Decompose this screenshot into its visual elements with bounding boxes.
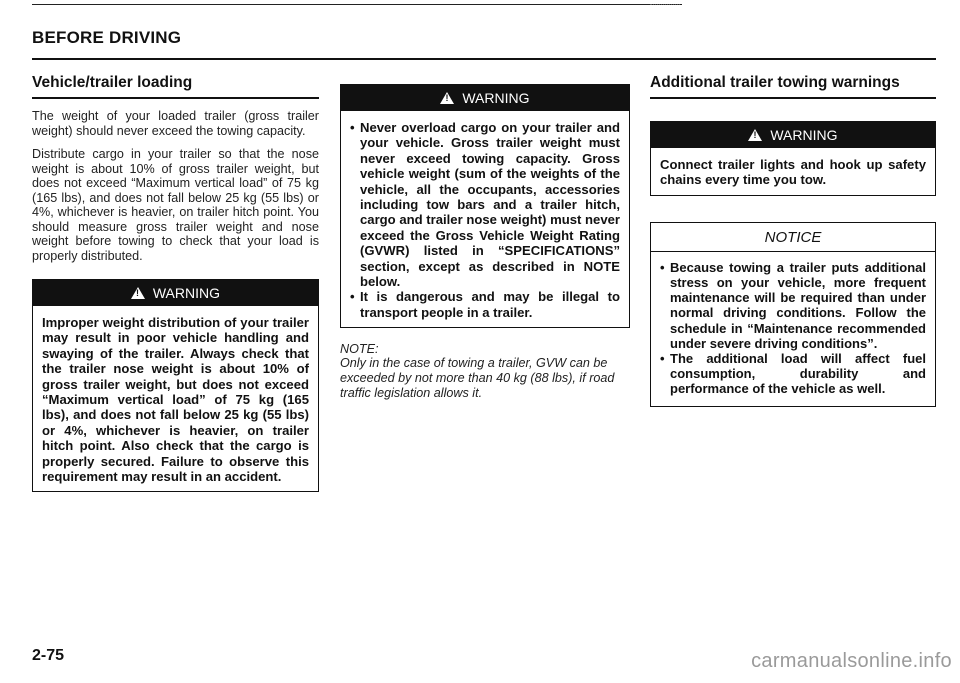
paragraph-trailer-weight: The weight of your loaded trailer (gross trailer weight) should never exceed the towing capacity. (32, 109, 319, 138)
notice-body (651, 252, 935, 406)
warning-label: WARNING (770, 127, 838, 143)
page-number: 2-75 (32, 647, 65, 664)
additional-towing-warnings-title: Additional trailer towing warnings (650, 74, 936, 99)
notice-item-fuel: • The additional load will affect fuel consumption, durability and performance of the vehicle as well. (660, 351, 926, 397)
warning-item-people: • It is dangerous and may be illegal to transport people in a trailer. (350, 289, 620, 320)
watermark: carmanualsonline.info (751, 650, 952, 672)
notice-box (650, 222, 936, 407)
warning-header (33, 280, 318, 306)
warning-triangle-icon (748, 129, 762, 141)
warning-header (341, 85, 629, 111)
warning-header (651, 122, 935, 148)
warning-triangle-icon (440, 92, 454, 104)
warning-box-lights-chains (650, 121, 936, 196)
warning-body (341, 111, 629, 327)
warning-label: WARNING (462, 90, 530, 106)
column-right (650, 74, 936, 407)
notice-label: NOTICE (651, 223, 935, 252)
top-rule (32, 4, 682, 5)
column-left (32, 74, 319, 492)
warning-box-overload (340, 84, 630, 328)
note-text: Only in the case of towing a trailer, GVW can be exceeded by not more than 40 kg (88 lbs), if road traffic legislation allows it. (340, 356, 615, 401)
top-rule-dotted (650, 4, 680, 5)
note-label: NOTE: (340, 342, 379, 357)
vehicle-trailer-loading-title: Vehicle/trailer loading (32, 74, 319, 99)
paragraph-distribute-cargo: Distribute cargo in your trailer so that the nose weight is about 10% of gross trailer weight, but does not exceed “Maximum vertical load” of 75 kg (165 lbs), and does not fall below 25 kg (55 lbs) or 4%, whichever is heavier, on trailer hitch point. You should measure gross trailer weight and nose weight before towing to check that your load is properly distributed. (32, 147, 319, 263)
header-rule (32, 58, 936, 60)
section-header: BEFORE DRIVING (32, 28, 182, 47)
notice-item-maintenance: • Because towing a trailer puts additional stress on your vehicle, more frequent maintenance will be required than under normal driving conditions. Follow the schedule in “Maintenance recommended under severe driving conditions”. (660, 260, 926, 351)
warning-text: Connect trailer lights and hook up safety chains every time you tow. (660, 157, 926, 188)
warning-text: Improper weight distribution of your trailer may result in poor vehicle handling and swaying of the trailer. Always check that the trailer nose weight is about 10% of gross trailer weight, but does not exceed “Maximum vertical load” of 75 kg (165 lbs), and does not fall below 25 kg (55 lbs) or 4%, whichever is heavier, on trailer hitch point. Also check that the cargo is properly secured. Failure to observe this requirement may result in an accident. (42, 315, 309, 485)
warning-list (350, 120, 620, 320)
column-middle (340, 74, 630, 401)
warning-box-weight-distribution (32, 279, 319, 492)
warning-item-overload: • Never overload cargo on your trailer and your vehicle. Gross trailer weight must never exceed towing capacity. Gross vehicle weight (sum of the weights of the vehicle, all the occupants, accessories including tow bars and a trailer hitch, cargo and trailer nose weight) must never exceed the Gross Vehicle Weight Rating (GVWR) listed in “SPECIFICATIONS” section, except as described in NOTE below. (350, 120, 620, 289)
warning-label: WARNING (152, 285, 221, 301)
warning-triangle-icon (131, 287, 145, 299)
notice-list (660, 260, 926, 397)
